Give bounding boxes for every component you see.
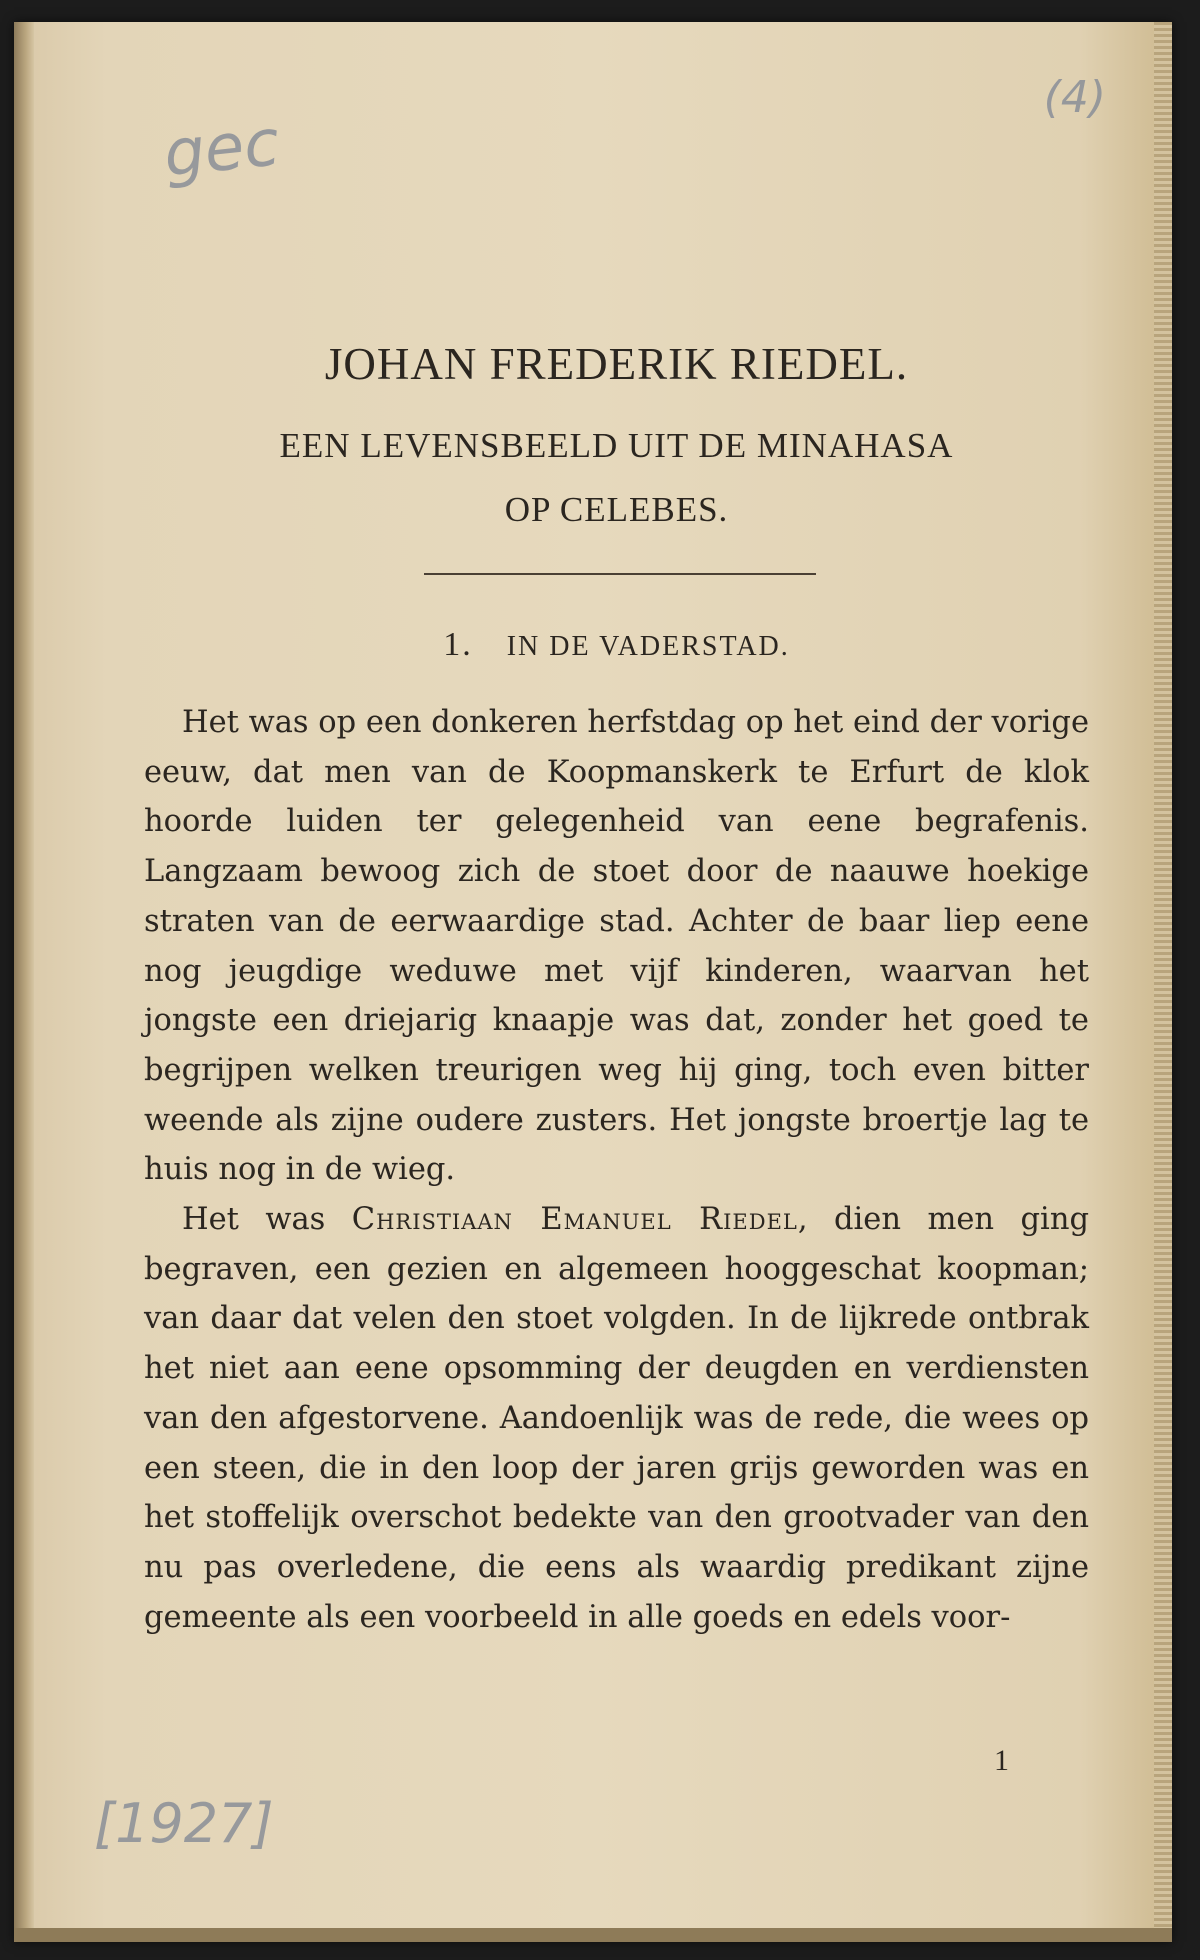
page-bottom-edge [14, 1928, 1172, 1942]
pencil-annotation-top: gec [160, 106, 283, 192]
person-name: Christiaan Emanuel Riedel [351, 1202, 798, 1238]
book-spine [14, 22, 34, 1942]
paragraph-2 [144, 1195, 1089, 1642]
chapter-heading [144, 626, 1089, 664]
pencil-folio-number: (4) [1043, 72, 1106, 123]
page-number: 1 [994, 1744, 1009, 1777]
page-edge [1154, 22, 1172, 1942]
subtitle-line-1: EEN LEVENSBEELD UIT DE MINAHASA [279, 426, 954, 465]
body-text [144, 698, 1089, 1642]
chapter-title: IN DE VADERSTAD. [506, 631, 790, 662]
pencil-annotation-bottom: [1927] [94, 1792, 274, 1855]
book-page [14, 22, 1172, 1942]
title-divider [424, 573, 816, 575]
paragraph-2-rest: , dien men ging begraven, een gezien en algemeen hooggeschat koopman; van daar dat velen den stoet volgden. In de lijkrede ontbrak het niet aan eene opsomming der deugden en verdiensten van den afgestorvene. Aandoenlijk was de rede, die wees op een steen, die in den loop der jaren grijs geworden was en het stoffelijk overschot bedekte van den grootvader van den nu pas overledene, die eens als waardig predikant zijne gemeente als een voorbeeld in alle goeds en edels voor- [144, 1202, 1089, 1635]
chapter-number: 1. [443, 626, 473, 663]
paragraph-1: Het was op een donkeren herfstdag op het eind der vorige eeuw, dat men van de Koopmanskerk te Erfurt de klok hoorde luiden ter gelegenheid van eene begrafenis. Langzaam bewoog zich de stoet door de naauwe hoekige straten van de eerwaardige stad. Achter de baar liep eene nog jeugdige weduwe met vijf kinderen, waarvan het jongste een driejarig knaapje was dat, zonder het goed te begrijpen welken treurigen weg hij ging, toch even bitter weende als zijne oudere zusters. Het jongste broertje lag te huis nog in de wieg. [144, 705, 1089, 1188]
page-subtitle [144, 414, 1089, 542]
page-title: JOHAN FREDERIK RIEDEL. [324, 339, 909, 389]
paragraph-2-start: Het was [182, 1202, 352, 1238]
subtitle-line-2: OP CELEBES. [504, 490, 729, 529]
